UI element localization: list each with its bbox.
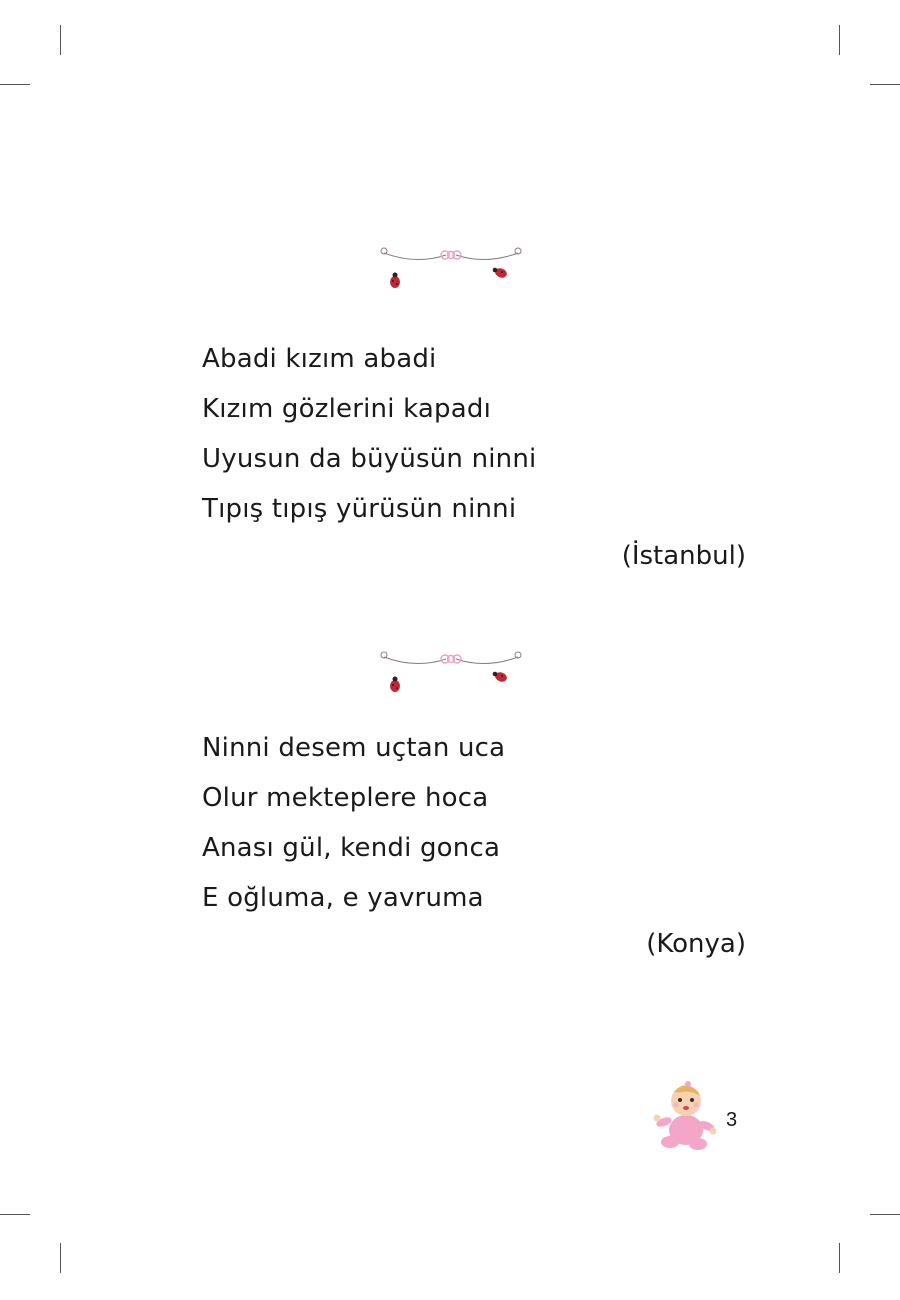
crop-mark-bottom-left-h — [0, 1214, 30, 1215]
crop-mark-bottom-left — [60, 1243, 61, 1273]
ladybug-ornament-icon — [376, 243, 526, 293]
crop-mark-bottom-right-h — [870, 1214, 900, 1215]
crop-mark-top-left-h — [0, 84, 30, 85]
poem-line: Abadi kızım abadi — [202, 344, 437, 374]
crop-mark-top-right-h — [870, 84, 900, 85]
ladybug-ornament-icon — [376, 647, 526, 697]
crop-mark-top-left — [60, 25, 61, 55]
poem-stanza-1 — [202, 334, 536, 534]
baby-icon — [652, 1078, 716, 1152]
poem-line: Olur mekteplere hoca — [202, 783, 489, 813]
poem-stanza-2 — [202, 723, 505, 923]
poem-line: Tıpış tıpış yürüsün ninni — [202, 494, 517, 524]
poem-line: Ninni desem uçtan uca — [202, 733, 506, 763]
poem-origin-2: (Konya) — [646, 929, 746, 959]
poem-line: Uyusun da büyüsün ninni — [202, 444, 537, 474]
poem-line: E oğluma, e yavruma — [202, 883, 484, 913]
crop-mark-bottom-right — [839, 1243, 840, 1273]
poem-line: Anası gül, kendi gonca — [202, 833, 501, 863]
page-number: 3 — [726, 1109, 738, 1131]
poem-line: Kızım gözlerini kapadı — [202, 394, 491, 424]
poem-origin-1: (İstanbul) — [621, 541, 746, 571]
crop-mark-top-right — [839, 25, 840, 55]
